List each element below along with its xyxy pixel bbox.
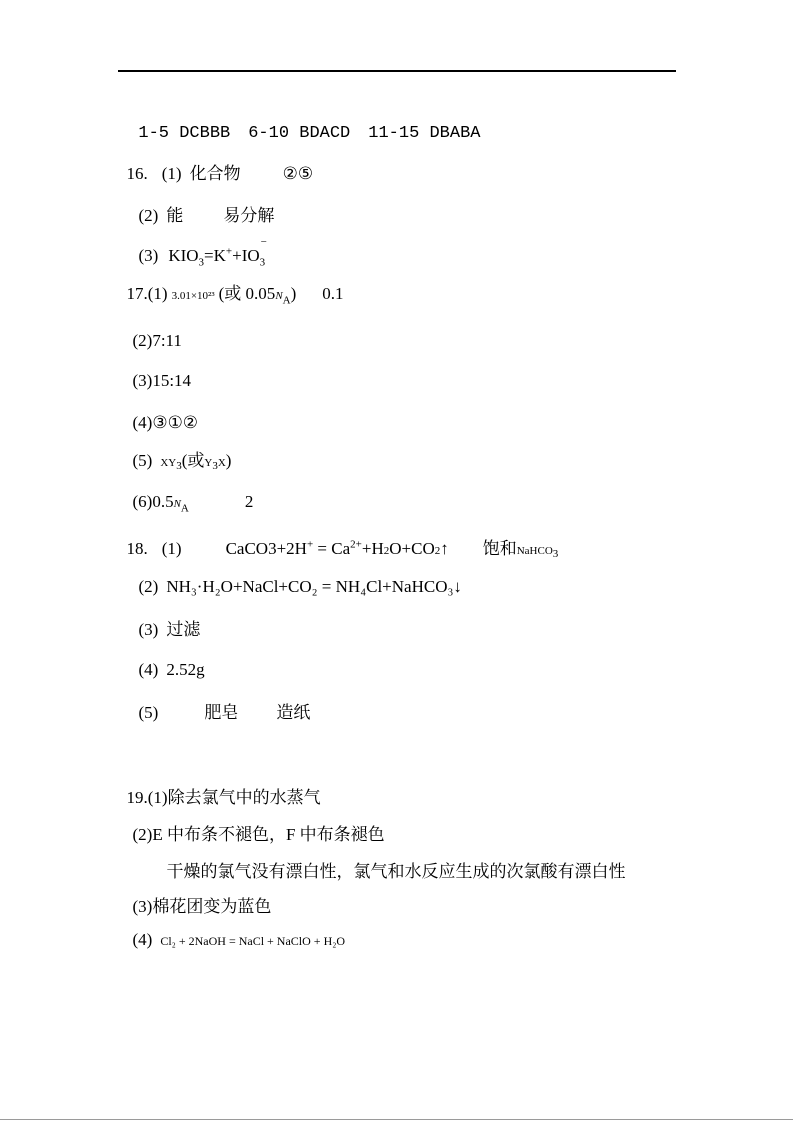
equation: Cl₂ + 2NaOH = NaCl + NaClO + H₂O — [160, 934, 346, 948]
answer-text: 15:14 — [152, 371, 192, 390]
answer-text: 0.5 — [152, 492, 174, 511]
part-label: (4) — [132, 930, 153, 949]
answer-text: 过滤 — [166, 620, 201, 639]
part-label: (2) — [132, 825, 153, 844]
q17-part5: (5) $XY_3$(或$Y_3X$) — [132, 451, 232, 473]
answer-text: E 中布条不褪色，F 中布条褪色 — [152, 825, 385, 844]
answer-text: 干燥的氯气没有漂白性，氯气和水反应生成的次氯酸有漂白性 — [166, 862, 626, 881]
answer-text: 7:11 — [152, 331, 182, 350]
q16-part2 — [130, 183, 274, 227]
answer-text: ③①② — [152, 413, 199, 432]
multiple-choice-answers — [118, 101, 480, 145]
q18-part3 — [130, 597, 200, 641]
part-label: (5) — [138, 703, 159, 722]
part-label: (3) — [138, 246, 159, 265]
answer-text: 饱和 — [482, 539, 517, 558]
part-label: (4) — [132, 413, 153, 432]
part-label: (3) — [138, 620, 159, 639]
part-label: (3) — [132, 371, 153, 390]
answer-text: 肥皂 — [204, 703, 239, 722]
q19-part4 — [124, 907, 345, 952]
q18-part4 — [130, 637, 205, 681]
answer-text: 2.52g — [166, 660, 205, 679]
equation: NH₃·H₂O+NaCl+CO₂ = NH₄Cl+NaHCO₃↓ — [166, 577, 462, 596]
q16-part1 — [118, 141, 313, 185]
answer-text: 易分解 — [223, 206, 275, 225]
part-label: (2) — [138, 206, 159, 225]
part-label: (1) — [161, 539, 182, 558]
header-rule — [118, 70, 676, 72]
answers-group-2: 6-10 BDACD — [248, 124, 351, 143]
answer-text: 0.1 — [322, 284, 344, 303]
q18-part5 — [130, 680, 310, 724]
part-label: (3) — [132, 897, 153, 916]
formula: $XY_3$ — [160, 457, 182, 473]
answer-text: 能 — [166, 206, 184, 225]
question-number: 18. — [126, 539, 148, 558]
part-label: (2) — [138, 577, 159, 596]
part-label: (2) — [132, 331, 153, 350]
part-label: (4) — [138, 660, 159, 679]
question-number: 17. — [126, 284, 148, 303]
answers-group-1: 1-5 DCBBB — [138, 124, 231, 143]
q17-part1: 17.(1) 3.01×10²³ (或 $0.05N_A$) 0.1 — [126, 284, 344, 307]
part-label: (6) — [132, 492, 153, 511]
question-number: 16. — [126, 164, 148, 183]
part-label: (1) — [147, 284, 168, 303]
q17-part6: $(6)0.5N_A$ 2 — [132, 492, 254, 515]
answer-text: 棉花团变为蓝色 — [152, 897, 272, 916]
answer-text: 3.01×10²³ — [171, 290, 215, 302]
answers-group-3: 11-15 DBABA — [368, 124, 481, 143]
answer-text: 化合物 — [189, 164, 241, 183]
equation: $KIO_3=K^++IO$ − $_3$ — [168, 236, 267, 269]
question-number: 19. — [126, 788, 148, 807]
q17-part2 — [124, 308, 182, 352]
answer-text: 造纸 — [276, 703, 311, 722]
q18-part2 — [130, 554, 462, 598]
answer-text: 除去氯气中的水蒸气 — [167, 788, 321, 807]
q17-part3 — [124, 348, 191, 392]
part-label: (1) — [147, 788, 168, 807]
part-label: (5) — [132, 451, 153, 470]
answer-text: (或 0.05 — [218, 284, 276, 303]
part-label: (1) — [161, 164, 182, 183]
formula: NaHCO$_3$ — [516, 545, 559, 561]
answer-text: 2 — [244, 492, 254, 511]
answer-text: ②⑤ — [282, 164, 314, 183]
page-bottom-edge — [0, 1119, 793, 1120]
equation: CaCO3+2H+ = $Ca^{2+}+H2O+CO2↑$ — [225, 538, 449, 558]
